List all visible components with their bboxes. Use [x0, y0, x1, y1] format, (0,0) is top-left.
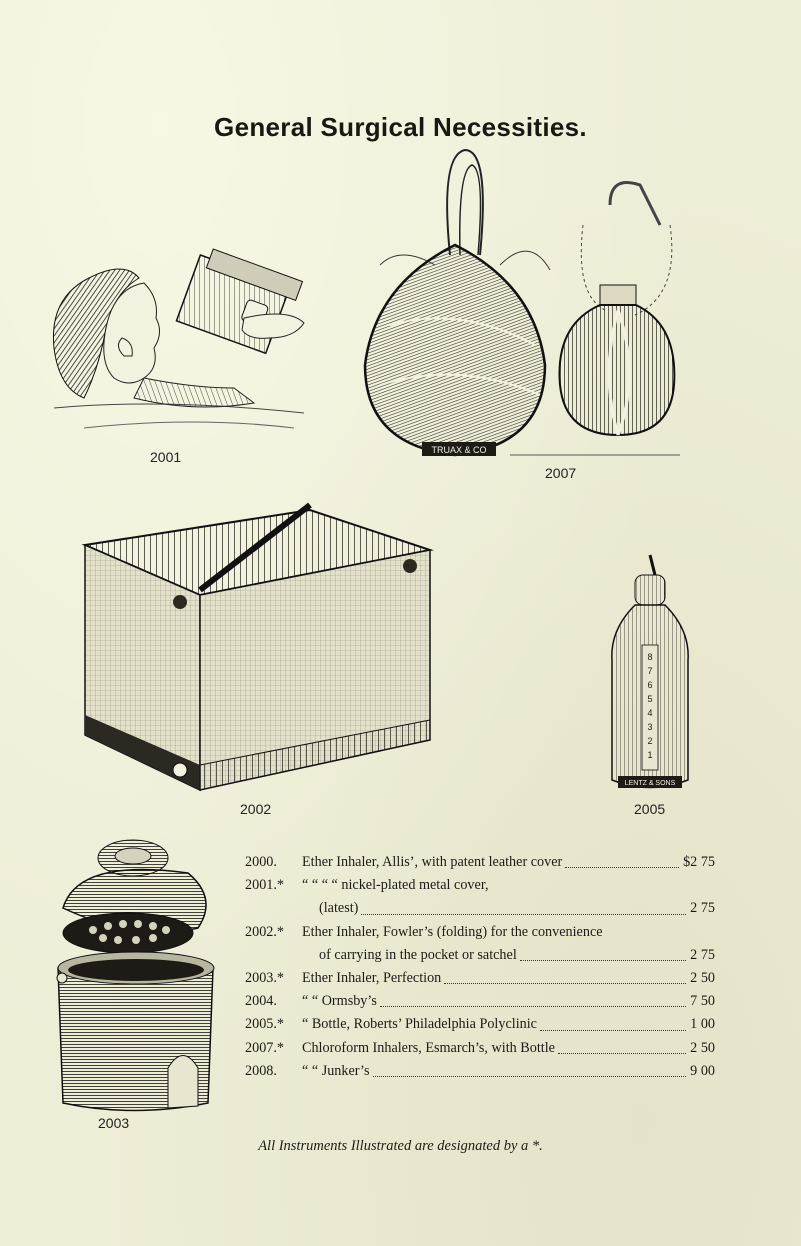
item-number: 2001.* — [245, 877, 285, 894]
figure-2001-illustration — [44, 238, 324, 448]
item-description: “ Bottle, Roberts’ Philadelphia Polyclinic — [302, 1016, 537, 1033]
item-price: 9 00 — [690, 1062, 715, 1079]
figure-2003-illustration — [48, 828, 223, 1118]
item-description: (latest) — [319, 900, 359, 917]
figure-2007-illustration — [360, 145, 690, 465]
bottle-scale-1: 1 — [647, 750, 653, 760]
item-price: 7 50 — [690, 993, 715, 1010]
figure-2002-label: 2002 — [240, 801, 272, 817]
item-price: 2 75 — [690, 900, 715, 917]
page-title: General Surgical Necessities. — [214, 112, 587, 142]
catalog-item-2003 — [245, 967, 715, 990]
catalog-item-2007 — [245, 1037, 715, 1060]
item-description: “ “ “ “ nickel-plated metal cover, — [302, 877, 489, 894]
bottle-scale-8: 8 — [647, 652, 653, 662]
figure-2005-illustration — [600, 550, 700, 800]
item-price: 2 75 — [690, 946, 715, 963]
item-number: 2004. — [245, 993, 277, 1010]
catalog-list — [245, 851, 715, 1083]
item-number: 2000. — [245, 854, 277, 870]
catalog-item-2008 — [245, 1060, 715, 1083]
item-description: Ether Inhaler, Allis’, with patent leather cover — [302, 854, 563, 870]
bottle-scale-6: 6 — [647, 680, 653, 690]
item-price: 2 50 — [690, 1039, 715, 1056]
catalog-item-2002-cont — [245, 944, 715, 967]
bottle-scale-2: 2 — [647, 736, 653, 746]
page-footer-note: All Instruments Illustrated are designated by a *. — [258, 1138, 543, 1154]
item-description: Ether Inhaler, Perfection — [302, 969, 442, 986]
bottle-scale-5: 5 — [647, 694, 653, 704]
bottle-scale-4: 4 — [647, 708, 653, 718]
bottle-scale-3: 3 — [647, 722, 653, 732]
item-price: 2 50 — [690, 969, 715, 986]
figure-2001-label: 2001 — [150, 449, 182, 465]
figure-2002-illustration — [60, 500, 440, 800]
figure-2003-label: 2003 — [98, 1115, 130, 1131]
catalog-item-2000 — [245, 851, 715, 874]
item-number: 2003.* — [245, 969, 285, 986]
item-price: 1 00 — [690, 1016, 715, 1033]
figure-2007-label: 2007 — [545, 465, 577, 481]
catalog-item-2004 — [245, 990, 715, 1013]
catalog-item-2002 — [245, 921, 715, 944]
figure-2005-label: 2005 — [634, 801, 666, 817]
item-number: 2002.* — [245, 923, 285, 940]
item-description: Chloroform Inhalers, Esmarch’s, with Bottle — [302, 1039, 555, 1056]
item-number: 2005.* — [245, 1016, 285, 1033]
catalog-item-2005 — [245, 1013, 715, 1036]
item-description: Ether Inhaler, Fowler’s (folding) for the convenience — [302, 923, 603, 940]
item-price: $2 75 — [683, 854, 715, 870]
item-description: “ “ Junker’s — [302, 1062, 370, 1079]
item-number: 2007.* — [245, 1039, 285, 1056]
item-description: of carrying in the pocket or satchel — [319, 946, 517, 963]
catalog-item-2001-cont — [245, 897, 715, 920]
item-number: 2008. — [245, 1062, 277, 1079]
catalog-item-2001 — [245, 874, 715, 897]
item-description: “ “ Ormsby’s — [302, 993, 377, 1010]
bottle-scale-7: 7 — [647, 666, 653, 676]
bag-maker-mark: TRUAX & CO — [431, 445, 487, 455]
bottle-maker-mark: LENTZ & SONS — [624, 780, 676, 787]
